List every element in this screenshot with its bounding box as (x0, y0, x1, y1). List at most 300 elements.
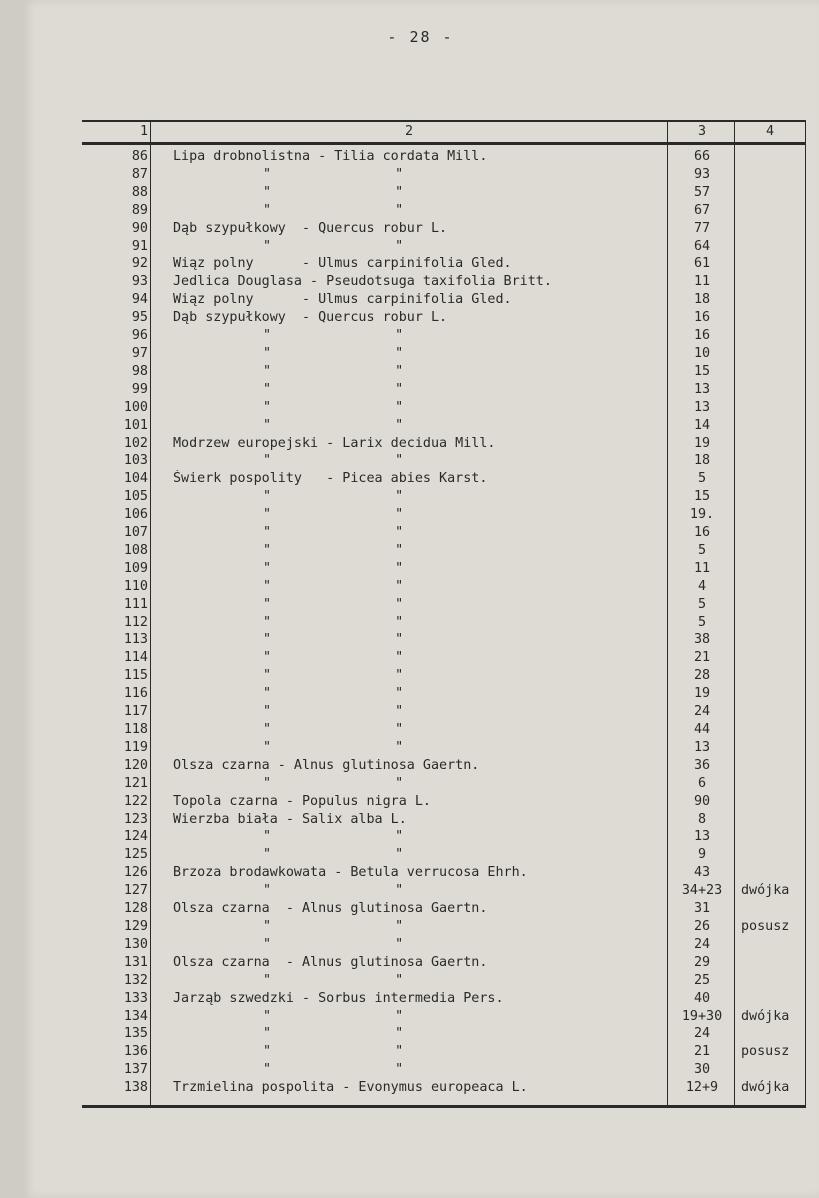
row-number: 111 (82, 596, 151, 614)
species-ditto (151, 936, 668, 954)
ditto-mark: " (263, 739, 272, 755)
measurement-value: 36 (668, 757, 735, 775)
remark (735, 327, 806, 345)
remark (735, 703, 806, 721)
row-number: 98 (82, 363, 151, 381)
row-number: 97 (82, 345, 151, 363)
page-number: - 28 - (387, 28, 454, 46)
ditto-mark: " (395, 489, 404, 505)
remark: posusz (735, 918, 806, 936)
measurement-value: 25 (668, 972, 735, 990)
remark (735, 846, 806, 864)
species-name: Jarząb szwedzki - Sorbus intermedia Pers. (151, 990, 668, 1008)
row-number: 91 (82, 238, 151, 256)
table-row (82, 309, 806, 327)
row-number: 121 (82, 775, 151, 793)
row-number: 129 (82, 918, 151, 936)
table-body (82, 144, 806, 1107)
measurement-value: 12+9 (668, 1079, 735, 1106)
remark (735, 363, 806, 381)
row-number: 87 (82, 166, 151, 184)
table-row (82, 363, 806, 381)
measurement-value: 13 (668, 828, 735, 846)
remark (735, 220, 806, 238)
ditto-mark: " (395, 542, 404, 558)
table-row (82, 703, 806, 721)
ditto-mark: " (263, 596, 272, 612)
ditto-mark: " (395, 739, 404, 755)
remark (735, 828, 806, 846)
measurement-value: 5 (668, 614, 735, 632)
ditto-mark: " (263, 578, 272, 594)
table-row (82, 542, 806, 560)
measurement-value: 8 (668, 811, 735, 829)
ditto-mark: " (395, 632, 404, 648)
table-row (82, 273, 806, 291)
remark (735, 470, 806, 488)
row-number: 126 (82, 864, 151, 882)
row-number: 123 (82, 811, 151, 829)
row-number: 119 (82, 739, 151, 757)
remark (735, 255, 806, 273)
species-ditto (151, 417, 668, 435)
measurement-value: 38 (668, 631, 735, 649)
table-row (82, 739, 806, 757)
row-number: 94 (82, 291, 151, 309)
species-ditto (151, 685, 668, 703)
species-name: Lipa drobnolistna - Tilia cordata Mill. (151, 144, 668, 166)
table-row (82, 811, 806, 829)
remark (735, 757, 806, 775)
table-row (82, 614, 806, 632)
row-number: 108 (82, 542, 151, 560)
ditto-mark: " (263, 883, 272, 899)
table-row (82, 144, 806, 166)
row-number: 115 (82, 667, 151, 685)
ditto-mark: " (263, 1026, 272, 1042)
species-name: Wierzba biała - Salix alba L. (151, 811, 668, 829)
species-ditto (151, 828, 668, 846)
table-row (82, 202, 806, 220)
remark (735, 900, 806, 918)
measurement-value: 18 (668, 452, 735, 470)
remark (735, 560, 806, 578)
ditto-mark: " (263, 1008, 272, 1024)
ditto-mark: " (263, 704, 272, 720)
header-col-1: 1 (82, 121, 151, 144)
ditto-mark: " (395, 399, 404, 415)
row-number: 107 (82, 524, 151, 542)
ditto-mark: " (395, 328, 404, 344)
table-row (82, 291, 806, 309)
row-number: 132 (82, 972, 151, 990)
ditto-mark: " (395, 1044, 404, 1060)
ditto-mark: " (395, 381, 404, 397)
species-ditto (151, 721, 668, 739)
remark: dwójka (735, 882, 806, 900)
measurement-value: 13 (668, 399, 735, 417)
remark (735, 649, 806, 667)
measurement-value: 57 (668, 184, 735, 202)
ditto-mark: " (263, 184, 272, 200)
ditto-mark: " (395, 184, 404, 200)
ditto-mark: " (395, 972, 404, 988)
remark (735, 506, 806, 524)
header-col-3: 3 (668, 121, 735, 144)
species-ditto (151, 202, 668, 220)
ditto-mark: " (395, 238, 404, 254)
species-name: Brzoza brodawkowata - Betula verrucosa Ehrh. (151, 864, 668, 882)
row-number: 86 (82, 144, 151, 166)
species-name: Olsza czarna - Alnus glutinosa Gaertn. (151, 757, 668, 775)
header-col-4: 4 (735, 121, 806, 144)
remark (735, 291, 806, 309)
table-row (82, 327, 806, 345)
ditto-mark: " (395, 345, 404, 361)
ditto-mark: " (263, 417, 272, 433)
header-col-2: 2 (151, 121, 668, 144)
table-row (82, 918, 806, 936)
measurement-value: 10 (668, 345, 735, 363)
remark (735, 811, 806, 829)
species-ditto (151, 918, 668, 936)
table-row (82, 470, 806, 488)
species-ditto (151, 542, 668, 560)
remark (735, 435, 806, 453)
species-ditto (151, 399, 668, 417)
ditto-mark: " (395, 686, 404, 702)
remark (735, 309, 806, 327)
species-ditto (151, 560, 668, 578)
species-name: Olsza czarna - Alnus glutinosa Gaertn. (151, 900, 668, 918)
row-number: 112 (82, 614, 151, 632)
species-ditto (151, 596, 668, 614)
species-ditto (151, 506, 668, 524)
table-row (82, 649, 806, 667)
row-number: 125 (82, 846, 151, 864)
table-row (82, 596, 806, 614)
row-number: 131 (82, 954, 151, 972)
table-row (82, 793, 806, 811)
ditto-mark: " (395, 525, 404, 541)
ditto-mark: " (263, 507, 272, 523)
table-row (82, 345, 806, 363)
row-number: 114 (82, 649, 151, 667)
ditto-mark: " (395, 363, 404, 379)
measurement-value: 16 (668, 309, 735, 327)
measurement-value: 5 (668, 596, 735, 614)
species-ditto (151, 631, 668, 649)
species-ditto (151, 882, 668, 900)
species-name: Świerk pospolity - Picea abies Karst. (151, 470, 668, 488)
measurement-value: 19. (668, 506, 735, 524)
row-number: 120 (82, 757, 151, 775)
remark (735, 685, 806, 703)
measurement-value: 14 (668, 417, 735, 435)
measurement-value: 90 (668, 793, 735, 811)
row-number: 138 (82, 1079, 151, 1106)
remark (735, 452, 806, 470)
measurement-value: 5 (668, 542, 735, 560)
remark (735, 524, 806, 542)
species-name: Wiąz polny - Ulmus carpinifolia Gled. (151, 255, 668, 273)
remark (735, 739, 806, 757)
table-row (82, 828, 806, 846)
ditto-mark: " (263, 1062, 272, 1078)
row-number: 136 (82, 1043, 151, 1061)
ditto-mark: " (263, 650, 272, 666)
measurement-value: 31 (668, 900, 735, 918)
row-number: 92 (82, 255, 151, 273)
table-row (82, 184, 806, 202)
measurement-value: 66 (668, 144, 735, 166)
remark: dwójka (735, 1008, 806, 1026)
ditto-mark: " (263, 1044, 272, 1060)
table-row (82, 399, 806, 417)
tree-inventory-table (82, 120, 806, 1108)
ditto-mark: " (263, 668, 272, 684)
species-name: Topola czarna - Populus nigra L. (151, 793, 668, 811)
ditto-mark: " (263, 453, 272, 469)
ditto-mark: " (263, 238, 272, 254)
measurement-value: 61 (668, 255, 735, 273)
measurement-value: 30 (668, 1061, 735, 1079)
species-name: Olsza czarna - Alnus glutinosa Gaertn. (151, 954, 668, 972)
table-row (82, 452, 806, 470)
table-row (82, 560, 806, 578)
measurement-value: 13 (668, 381, 735, 399)
row-number: 127 (82, 882, 151, 900)
remark (735, 990, 806, 1008)
table-row (82, 524, 806, 542)
remark (735, 488, 806, 506)
table-row (82, 882, 806, 900)
measurement-value: 9 (668, 846, 735, 864)
remark (735, 721, 806, 739)
ditto-mark: " (395, 847, 404, 863)
species-ditto (151, 578, 668, 596)
ditto-mark: " (263, 829, 272, 845)
row-number: 89 (82, 202, 151, 220)
ditto-mark: " (263, 936, 272, 952)
table-row (82, 631, 806, 649)
remark (735, 184, 806, 202)
table-row (82, 220, 806, 238)
measurement-value: 6 (668, 775, 735, 793)
remark (735, 202, 806, 220)
ditto-mark: " (395, 936, 404, 952)
ditto-mark: " (263, 363, 272, 379)
remark (735, 345, 806, 363)
measurement-value: 24 (668, 1025, 735, 1043)
ditto-mark: " (263, 202, 272, 218)
measurement-value: 21 (668, 1043, 735, 1061)
row-number: 109 (82, 560, 151, 578)
remark (735, 381, 806, 399)
row-number: 128 (82, 900, 151, 918)
ditto-mark: " (263, 345, 272, 361)
row-number: 90 (82, 220, 151, 238)
row-number: 113 (82, 631, 151, 649)
ditto-mark: " (263, 525, 272, 541)
table-row (82, 667, 806, 685)
remark (735, 542, 806, 560)
ditto-mark: " (395, 775, 404, 791)
measurement-value: 15 (668, 488, 735, 506)
measurement-value: 16 (668, 524, 735, 542)
table-row (82, 990, 806, 1008)
ditto-mark: " (395, 453, 404, 469)
ditto-mark: " (263, 381, 272, 397)
species-name: Modrzew europejski - Larix decidua Mill. (151, 435, 668, 453)
ditto-mark: " (263, 166, 272, 182)
measurement-value: 19+30 (668, 1008, 735, 1026)
document-page (22, 0, 819, 1198)
ditto-mark: " (395, 1062, 404, 1078)
measurement-value: 64 (668, 238, 735, 256)
row-number: 116 (82, 685, 151, 703)
species-ditto (151, 184, 668, 202)
row-number: 124 (82, 828, 151, 846)
table-header-row (82, 121, 806, 144)
remark (735, 864, 806, 882)
remark (735, 417, 806, 435)
row-number: 100 (82, 399, 151, 417)
ditto-mark: " (395, 883, 404, 899)
species-ditto (151, 524, 668, 542)
table-row (82, 900, 806, 918)
measurement-value: 11 (668, 560, 735, 578)
table-row (82, 1025, 806, 1043)
species-ditto (151, 488, 668, 506)
ditto-mark: " (395, 668, 404, 684)
ditto-mark: " (263, 542, 272, 558)
table-row (82, 721, 806, 739)
ditto-mark: " (263, 614, 272, 630)
row-number: 122 (82, 793, 151, 811)
species-ditto (151, 649, 668, 667)
measurement-value: 16 (668, 327, 735, 345)
ditto-mark: " (395, 1008, 404, 1024)
ditto-mark: " (395, 578, 404, 594)
ditto-mark: " (395, 596, 404, 612)
measurement-value: 4 (668, 578, 735, 596)
measurement-value: 15 (668, 363, 735, 381)
measurement-value: 67 (668, 202, 735, 220)
ditto-mark: " (263, 489, 272, 505)
table-row (82, 972, 806, 990)
species-ditto (151, 1008, 668, 1026)
measurement-value: 21 (668, 649, 735, 667)
measurement-value: 26 (668, 918, 735, 936)
species-ditto (151, 739, 668, 757)
row-number: 104 (82, 470, 151, 488)
row-number: 110 (82, 578, 151, 596)
remark (735, 596, 806, 614)
measurement-value: 24 (668, 936, 735, 954)
remark (735, 775, 806, 793)
table-row (82, 255, 806, 273)
table-row (82, 506, 806, 524)
remark (735, 954, 806, 972)
measurement-value: 19 (668, 685, 735, 703)
ditto-mark: " (263, 632, 272, 648)
ditto-mark: " (395, 722, 404, 737)
species-name: Wiąz polny - Ulmus carpinifolia Gled. (151, 291, 668, 309)
ditto-mark: " (263, 847, 272, 863)
species-ditto (151, 1025, 668, 1043)
table-row (82, 1043, 806, 1061)
remark (735, 166, 806, 184)
table-row (82, 1079, 806, 1106)
remark (735, 1025, 806, 1043)
row-number: 137 (82, 1061, 151, 1079)
row-number: 105 (82, 488, 151, 506)
species-name: Dąb szypułkowy - Quercus robur L. (151, 309, 668, 327)
table-row (82, 238, 806, 256)
species-ditto (151, 667, 668, 685)
table-row (82, 936, 806, 954)
row-number: 106 (82, 506, 151, 524)
species-ditto (151, 327, 668, 345)
remark (735, 1061, 806, 1079)
ditto-mark: " (263, 972, 272, 988)
ditto-mark: " (263, 918, 272, 934)
ditto-mark: " (263, 775, 272, 791)
row-number: 93 (82, 273, 151, 291)
table-row (82, 685, 806, 703)
ditto-mark: " (395, 650, 404, 666)
measurement-value: 40 (668, 990, 735, 1008)
table-row (82, 166, 806, 184)
remark: posusz (735, 1043, 806, 1061)
measurement-value: 77 (668, 220, 735, 238)
row-number: 134 (82, 1008, 151, 1026)
species-ditto (151, 452, 668, 470)
remark: dwójka (735, 1079, 806, 1106)
table-row (82, 775, 806, 793)
row-number: 118 (82, 721, 151, 739)
table-row (82, 417, 806, 435)
species-ditto (151, 614, 668, 632)
remark (735, 614, 806, 632)
species-name: Dąb szypułkowy - Quercus robur L. (151, 220, 668, 238)
species-name: Jedlica Douglasa - Pseudotsuga taxifolia Britt. (151, 273, 668, 291)
ditto-mark: " (395, 1026, 404, 1042)
table-row (82, 864, 806, 882)
measurement-value: 19 (668, 435, 735, 453)
species-ditto (151, 846, 668, 864)
table-row (82, 381, 806, 399)
row-number: 95 (82, 309, 151, 327)
table-row (82, 1008, 806, 1026)
table-row (82, 578, 806, 596)
species-ditto (151, 345, 668, 363)
measurement-value: 29 (668, 954, 735, 972)
ditto-mark: " (395, 918, 404, 934)
species-ditto (151, 238, 668, 256)
row-number: 135 (82, 1025, 151, 1043)
table-row (82, 757, 806, 775)
species-ditto (151, 703, 668, 721)
table-row (82, 435, 806, 453)
measurement-value: 93 (668, 166, 735, 184)
remark (735, 144, 806, 166)
remark (735, 793, 806, 811)
ditto-mark: " (395, 507, 404, 523)
ditto-mark: " (395, 166, 404, 182)
remark (735, 273, 806, 291)
